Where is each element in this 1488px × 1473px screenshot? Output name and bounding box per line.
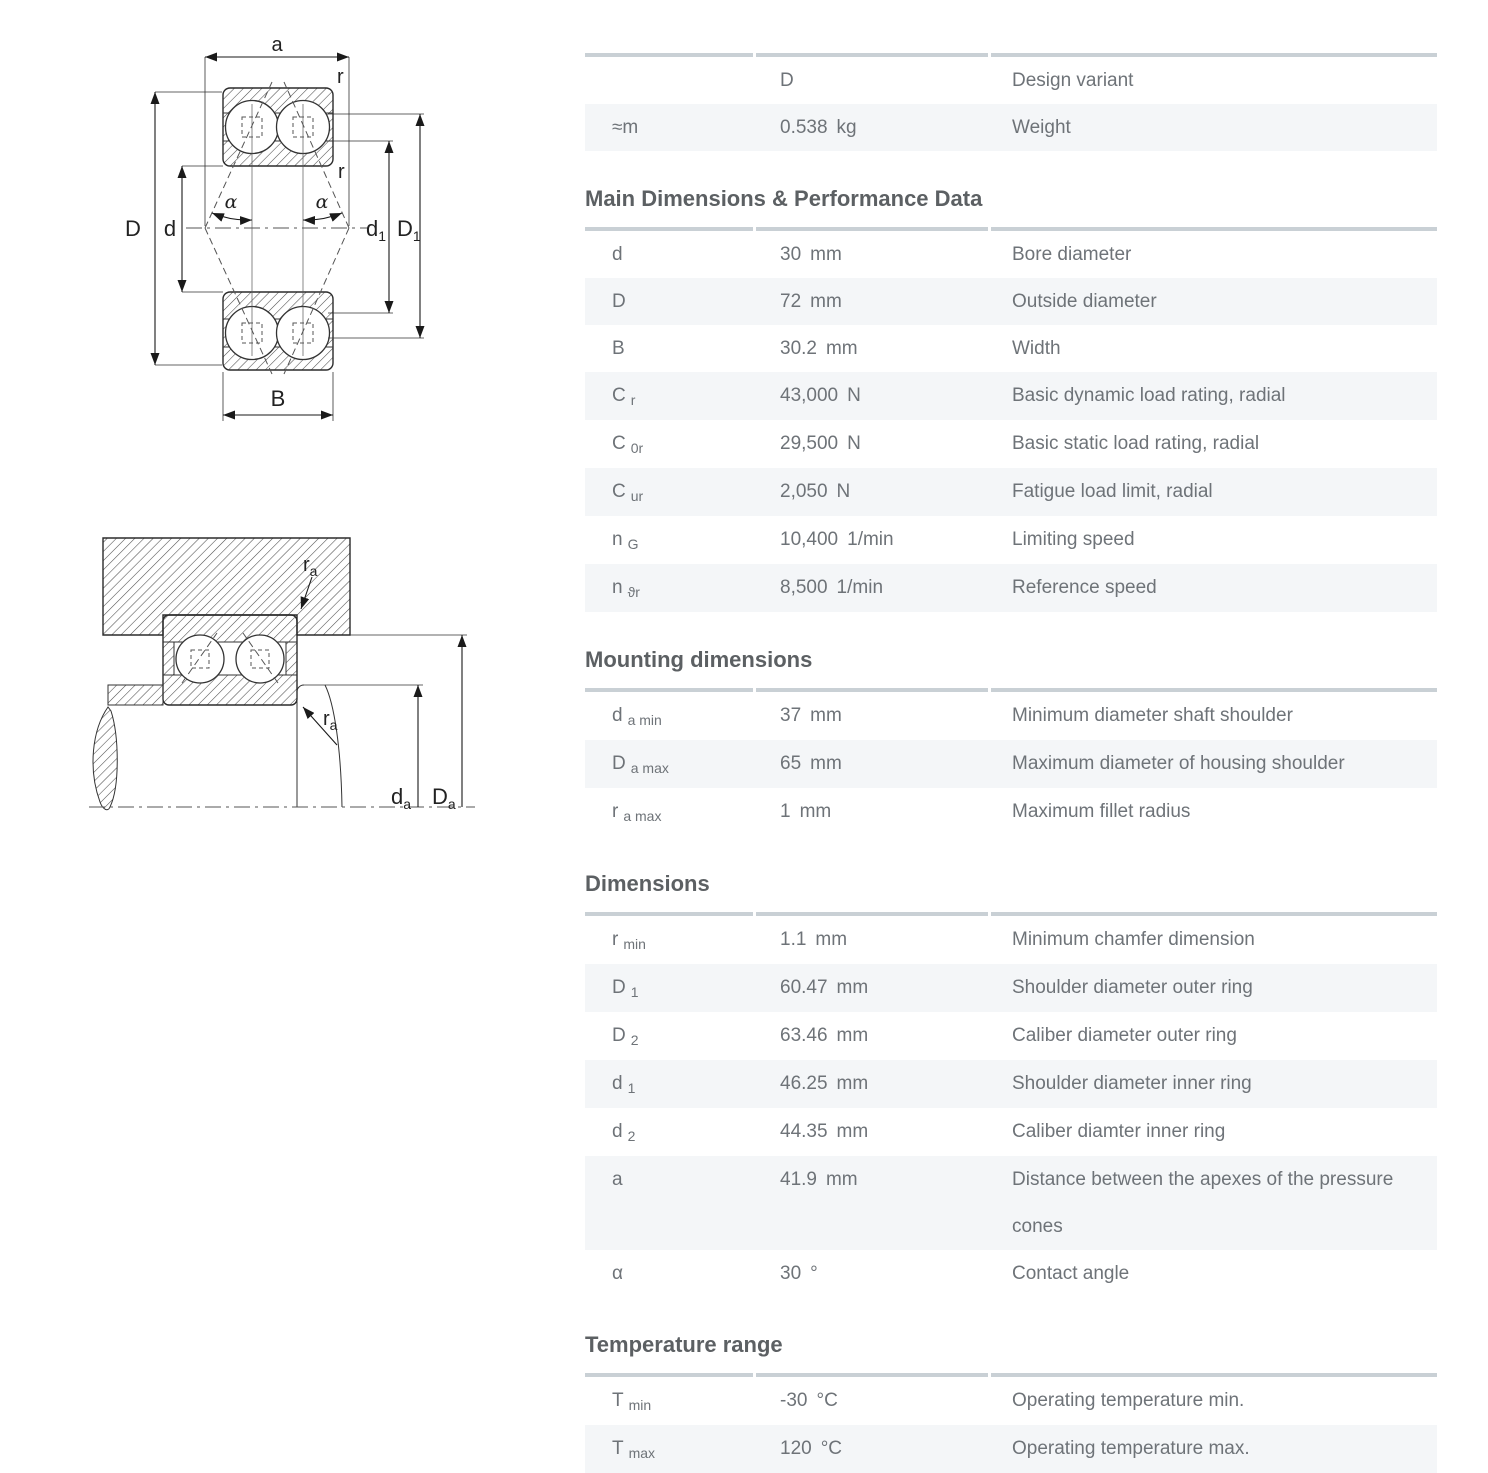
spec-symbol-main: d (612, 705, 623, 726)
spec-symbol (585, 964, 753, 1012)
spec-value-unit: mm (836, 1073, 869, 1094)
spec-value-number: 41.9 (780, 1169, 817, 1190)
spec-value (753, 325, 985, 372)
spec-symbol (585, 420, 753, 468)
spec-value (753, 788, 985, 836)
spec-value-number: 120 (780, 1438, 812, 1459)
dim-label-D: D (125, 216, 141, 241)
table-row (585, 57, 1437, 104)
spec-value (753, 104, 985, 151)
spec-value-unit: 1/min (847, 529, 894, 550)
section-title-main-dimensions: Main Dimensions & Performance Data (585, 186, 983, 211)
spec-value-unit: mm (810, 291, 842, 312)
spec-value-number: 30 (780, 1263, 802, 1284)
spec-panel (585, 53, 1437, 1473)
table-row (585, 1060, 1437, 1108)
spec-value (753, 231, 985, 278)
spec-symbol-main: C (612, 481, 626, 502)
spec-symbol (585, 1012, 753, 1060)
spec-symbol (585, 468, 753, 516)
spec-description: Basic dynamic load rating, radial (1012, 385, 1286, 406)
spec-description: Distance between the apexes of the pressure cones (1012, 1169, 1394, 1237)
dim-label-alpha-right: α (315, 191, 329, 213)
spec-description: Shoulder diameter inner ring (1012, 1073, 1252, 1094)
spec-symbol (585, 788, 753, 836)
section-title-mounting: Mounting dimensions (585, 647, 813, 672)
spec-value-unit: mm (836, 1025, 869, 1046)
spec-symbol-main: ≈m (612, 117, 639, 138)
dim-label-alpha-left: α (224, 191, 238, 213)
section-title-temperature: Temperature range (585, 1332, 783, 1357)
mounted-bearing (163, 615, 297, 705)
spec-value-number: 2,050 (780, 481, 828, 502)
spec-value-number: 44.35 (780, 1121, 828, 1142)
spec-symbol-subscript: min (628, 1397, 652, 1413)
spec-value (753, 740, 985, 788)
dim-label-da: $d_a$ (390, 784, 411, 812)
spec-symbol-main: C (612, 433, 626, 454)
spec-value-unit: mm (825, 1169, 858, 1190)
dim-label-B: B (270, 386, 286, 411)
spec-value-unit: kg (836, 117, 857, 138)
spec-symbol-subscript: ur (630, 488, 644, 504)
spec-symbol-main: T (612, 1390, 624, 1411)
table-row (585, 788, 1437, 836)
spec-table-mounting (585, 688, 1437, 836)
spec-symbol-main: D (612, 1025, 626, 1046)
spec-symbol (585, 1425, 753, 1473)
spec-value-unit: mm (810, 753, 842, 774)
spec-symbol-subscript: min (623, 936, 646, 952)
spec-value-number: 65 (780, 753, 802, 774)
table-row (585, 564, 1437, 612)
spec-description: Weight (1012, 117, 1071, 138)
spec-value (753, 516, 985, 564)
table-row (585, 231, 1437, 278)
spec-value-unit: mm (799, 801, 832, 822)
spec-symbol (585, 1250, 753, 1297)
spec-value (753, 372, 985, 420)
spec-value (753, 468, 985, 516)
spec-symbol-main: D (612, 753, 626, 774)
spec-value-number: 1.1 (780, 929, 807, 950)
spec-description: Minimum chamfer dimension (1012, 929, 1255, 950)
spec-description: Maximum diameter of housing shoulder (1012, 753, 1345, 774)
spec-symbol-subscript: r (630, 392, 636, 408)
spec-symbol (585, 1377, 753, 1425)
spec-description: Bore diameter (1012, 244, 1132, 265)
spec-value-number: 30.2 (780, 338, 817, 359)
table-row (585, 468, 1437, 516)
spec-symbol-main: r (612, 929, 619, 950)
spec-value-unit: °C (816, 1390, 838, 1411)
spec-value-unit: mm (836, 1121, 869, 1142)
spec-symbol-subscript: a min (627, 712, 662, 728)
spec-symbol (585, 516, 753, 564)
spec-value-unit: mm (810, 705, 842, 726)
spec-value (753, 1012, 985, 1060)
spec-symbol-subscript: a max (630, 760, 669, 776)
spec-value-unit: °C (820, 1438, 843, 1459)
table-row (585, 1425, 1437, 1473)
ball-left (176, 635, 224, 683)
spec-value-unit: mm (815, 929, 848, 950)
spec-description: Minimum diameter shaft shoulder (1012, 705, 1293, 726)
spec-table-main-dimensions (585, 227, 1437, 612)
spec-value (753, 278, 985, 325)
spec-value (753, 1377, 985, 1425)
spec-value-number: 72 (780, 291, 802, 312)
spec-value-number: 46.25 (780, 1073, 828, 1094)
section-title-dimensions: Dimensions (585, 871, 710, 896)
spec-symbol-main: n (612, 529, 623, 550)
spec-description: Shoulder diameter outer ring (1012, 977, 1253, 998)
table-row (585, 372, 1437, 420)
spec-value-number: 8,500 (780, 577, 828, 598)
spec-description: Fatigue load limit, radial (1012, 481, 1213, 502)
spec-value (753, 964, 985, 1012)
spec-symbol (585, 692, 753, 740)
spec-symbol-subscript: a max (623, 808, 662, 824)
spec-value (753, 692, 985, 740)
table-row (585, 516, 1437, 564)
dim-label-a: a (271, 34, 283, 56)
spec-description: Contact angle (1012, 1263, 1130, 1284)
spec-symbol-main: T (612, 1438, 624, 1459)
spec-symbol (585, 564, 753, 612)
spec-symbol-subscript: 1 (630, 984, 639, 1000)
table-row (585, 1156, 1437, 1250)
spec-symbol-subscript: 2 (627, 1128, 636, 1144)
spec-value-number: 30 (780, 244, 802, 265)
spec-symbol-subscript: 2 (630, 1032, 639, 1048)
dim-label-r-bottom: r (338, 161, 345, 183)
dim-label-Da: $D_a$ (432, 784, 456, 812)
ball-right (236, 635, 284, 683)
table-row (585, 740, 1437, 788)
spec-value-number: 63.46 (780, 1025, 828, 1046)
dim-label-d: d (163, 216, 177, 241)
spec-table-general (585, 53, 1437, 151)
spec-value-unit: mm (836, 977, 869, 998)
dim-label-D1: $D_1$ (397, 216, 421, 244)
spec-description: Design variant (1012, 70, 1134, 91)
spec-value-number: D (780, 70, 794, 91)
spec-value (753, 1156, 985, 1250)
spec-symbol-main: n (612, 577, 623, 598)
spec-symbol-subscript: 0r (630, 440, 644, 456)
spec-description: Outside diameter (1012, 291, 1157, 312)
spec-symbol-main: α (612, 1263, 623, 1284)
spec-value (753, 57, 985, 104)
spec-symbol-main: C (612, 385, 626, 406)
spec-symbol (585, 372, 753, 420)
spec-value-unit: mm (825, 338, 858, 359)
spec-symbol (585, 104, 753, 151)
spec-value-unit: N (847, 385, 861, 406)
spec-symbol-subscript: 1 (627, 1080, 636, 1096)
spec-table-dimensions (585, 912, 1437, 1297)
dim-label-r-top: r (337, 66, 344, 88)
spec-value (753, 916, 985, 964)
bearing-mounting-diagram (75, 515, 515, 860)
spec-value (753, 1250, 985, 1297)
spec-value-unit: mm (810, 244, 842, 265)
spec-symbol-main: d (612, 244, 623, 265)
spec-description: Width (1012, 338, 1061, 359)
table-row (585, 278, 1437, 325)
spec-symbol-subscript: max (628, 1445, 656, 1461)
spec-value-number: 10,400 (780, 529, 839, 550)
spec-value-number: 60.47 (780, 977, 828, 998)
spec-value-number: 37 (780, 705, 802, 726)
spec-symbol-subscript: G (627, 536, 639, 552)
table-row (585, 692, 1437, 740)
spec-value (753, 1060, 985, 1108)
spec-symbol (585, 325, 753, 372)
table-row (585, 1377, 1437, 1425)
spec-symbol-subscript: ϑr (627, 584, 640, 600)
spec-symbol-main: D (612, 291, 626, 312)
spec-symbol (585, 740, 753, 788)
spec-symbol (585, 1108, 753, 1156)
spec-symbol (585, 57, 753, 104)
spec-value-unit: 1/min (836, 577, 884, 598)
dim-label-ra-bottom: $r_a$ (323, 708, 338, 733)
table-row (585, 325, 1437, 372)
spec-value-unit: N (847, 433, 861, 454)
spec-symbol (585, 231, 753, 278)
spec-value-number: 43,000 (780, 385, 839, 406)
table-row (585, 104, 1437, 151)
spec-value-unit: N (836, 481, 851, 502)
spec-value-number: 29,500 (780, 433, 839, 454)
spec-value (753, 564, 985, 612)
table-row (585, 1250, 1437, 1297)
spec-symbol (585, 1060, 753, 1108)
bearing-rings (223, 88, 333, 370)
spec-symbol-main: B (612, 338, 625, 359)
table-row (585, 420, 1437, 468)
spec-description: Basic static load rating, radial (1012, 433, 1260, 454)
spec-description: Operating temperature max. (1012, 1438, 1250, 1459)
spec-symbol-main: a (612, 1169, 623, 1190)
spec-symbol-main: D (612, 977, 626, 998)
spec-description: Maximum fillet radius (1012, 801, 1191, 822)
spec-symbol-main: r (612, 801, 619, 822)
table-row (585, 916, 1437, 964)
table-row (585, 964, 1437, 1012)
spec-symbol-main: d (612, 1073, 623, 1094)
spec-description: Caliber diameter outer ring (1012, 1025, 1237, 1046)
spec-symbol (585, 916, 753, 964)
spec-symbol-main: d (612, 1121, 623, 1142)
bearing-cross-section-diagram (100, 20, 560, 460)
spec-description: Operating temperature min. (1012, 1390, 1245, 1411)
spec-value (753, 1108, 985, 1156)
dim-label-ra-top: $r_a$ (303, 554, 318, 579)
spec-value-unit: ° (810, 1263, 818, 1284)
spec-symbol (585, 278, 753, 325)
spec-table-temperature (585, 1373, 1437, 1473)
spec-value-number: 1 (780, 801, 791, 822)
spec-value (753, 420, 985, 468)
spec-symbol (585, 1156, 753, 1250)
spec-value (753, 1425, 985, 1473)
spec-description: Reference speed (1012, 577, 1157, 598)
spec-description: Caliber diamter inner ring (1012, 1121, 1226, 1142)
spec-value-number: 0.538 (780, 117, 828, 138)
dim-label-d1: $d_1$ (366, 216, 387, 244)
spec-value-number: -30 (780, 1390, 808, 1411)
spec-description: Limiting speed (1012, 529, 1135, 550)
table-row (585, 1108, 1437, 1156)
table-row (585, 1012, 1437, 1060)
